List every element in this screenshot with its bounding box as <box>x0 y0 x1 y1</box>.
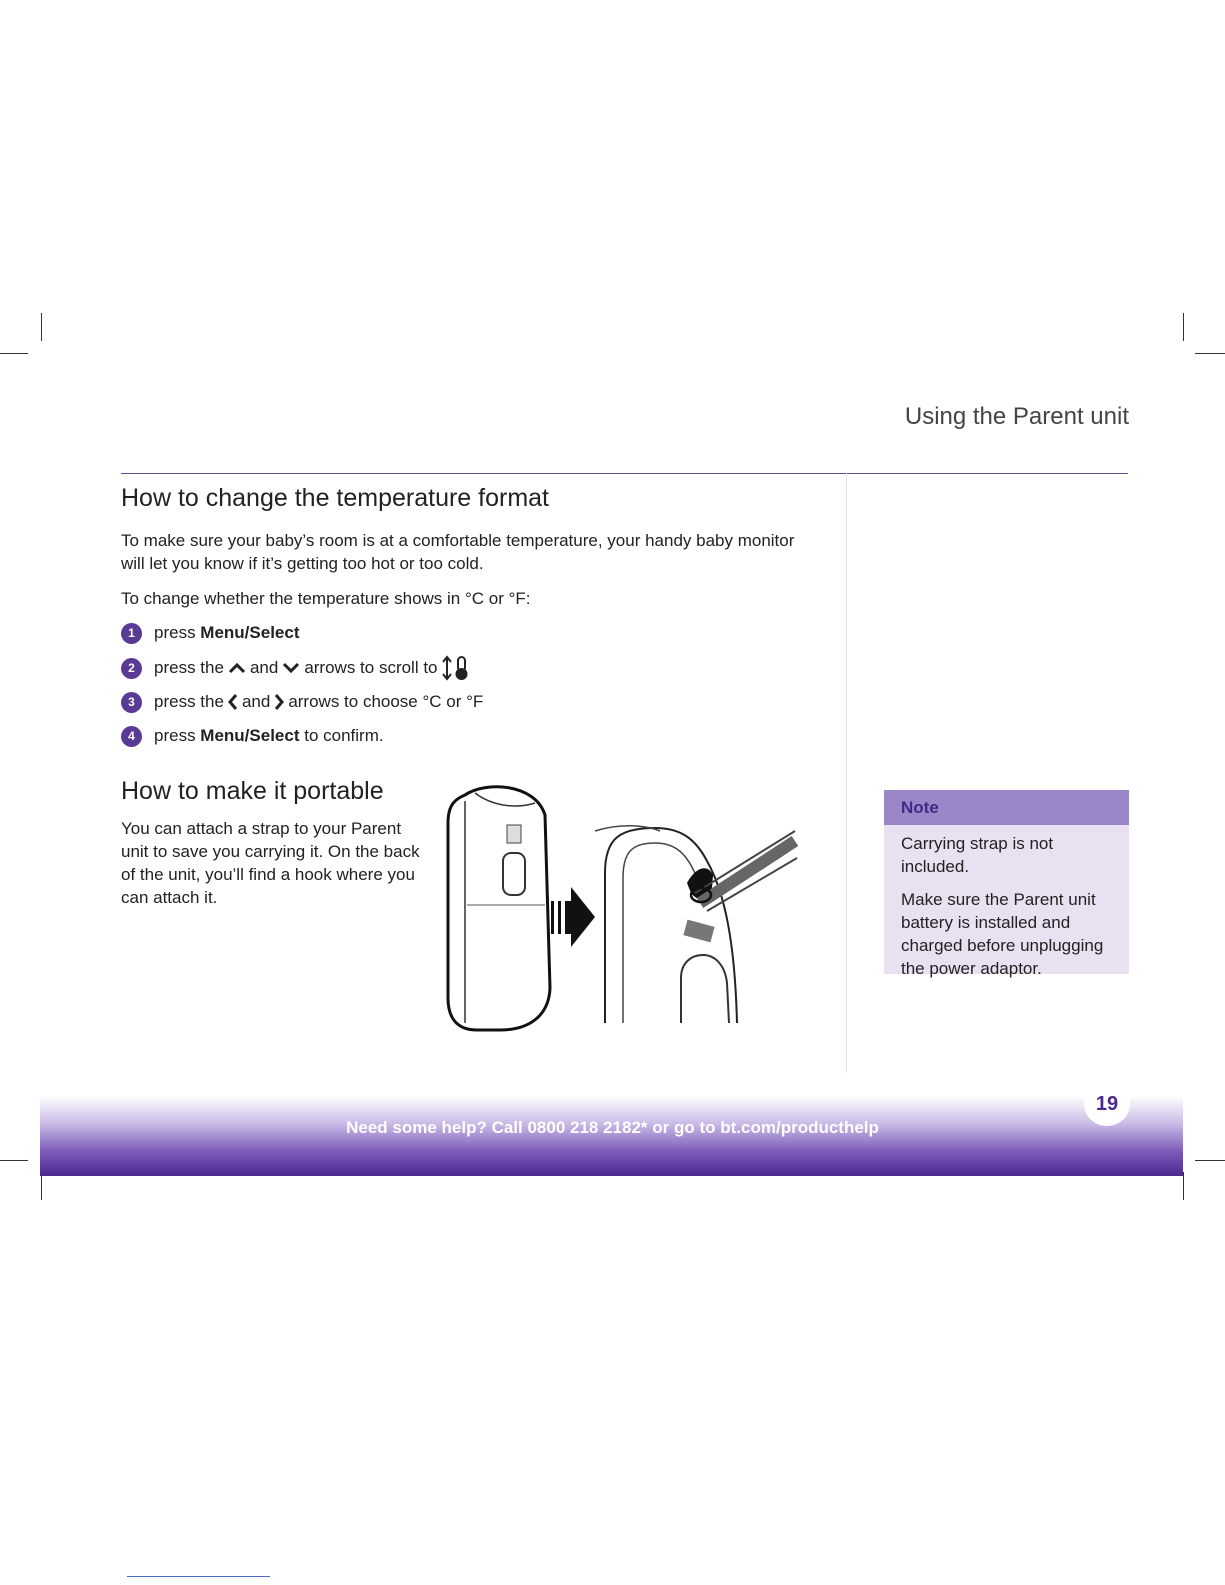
note-line: Carrying strap is not included. <box>901 834 1054 876</box>
chevron-right-icon <box>273 693 285 711</box>
step-number: 3 <box>121 692 142 713</box>
crop-mark <box>41 313 42 341</box>
column-divider <box>846 473 847 1073</box>
crop-mark <box>1183 313 1184 341</box>
step-number: 2 <box>121 658 142 679</box>
bottom-underline <box>127 1576 270 1577</box>
temperature-heading: How to change the temperature format <box>121 484 550 512</box>
step-2 <box>121 656 474 680</box>
crop-mark <box>0 1160 28 1161</box>
step-4 <box>121 724 384 748</box>
temperature-format-icon <box>441 655 471 681</box>
step-text: press <box>154 623 201 642</box>
note-line: Make sure the Parent unit battery is installed and charged before unplugging the power adaptor. <box>901 890 1104 978</box>
crop-mark <box>41 1172 42 1200</box>
step-3 <box>121 690 483 714</box>
portable-body: You can attach a strap to your Parent unit to save you carrying it. On the back of the unit, you’ll find a hook where you can attach it. <box>121 819 420 907</box>
step-text: press the <box>154 658 224 677</box>
strap-attachment-illustration <box>445 783 805 1038</box>
note-title: Note <box>884 790 1129 825</box>
crop-mark <box>0 353 28 354</box>
crop-mark <box>1195 1160 1225 1161</box>
step-key-label: Menu/Select <box>200 623 300 642</box>
chevron-left-icon <box>227 693 239 711</box>
chevron-up-icon <box>227 661 247 675</box>
chevron-down-icon <box>281 661 301 675</box>
step-text: press the <box>154 692 224 711</box>
step-text: to confirm. <box>299 726 384 745</box>
portable-heading: How to make it portable <box>121 777 384 805</box>
section-divider <box>121 473 1128 474</box>
crop-mark <box>1195 353 1225 354</box>
section-title: Using the Parent unit <box>904 403 1129 430</box>
footer-help-text: Need some help? Call 0800 218 2182* or go to bt.com/producthelp <box>346 1118 879 1137</box>
temperature-lead: To change whether the temperature shows in °C or °F: <box>121 589 531 608</box>
temperature-intro: To make sure your baby’s room is at a comfortable temperature, your handy baby monitor will let you know if it’s getting too hot or too cold. <box>121 531 795 573</box>
page-number: 19 <box>1084 1082 1130 1126</box>
step-number: 4 <box>121 726 142 747</box>
step-text: press <box>154 726 201 745</box>
step-text: arrows to choose °C or °F <box>288 692 484 711</box>
step-text: arrows to scroll to <box>304 658 438 677</box>
step-text: and <box>249 658 279 677</box>
crop-mark <box>1183 1172 1184 1200</box>
step-1 <box>121 621 300 645</box>
step-number: 1 <box>121 623 142 644</box>
step-key-label: Menu/Select <box>200 726 300 745</box>
note-box <box>884 790 1129 978</box>
step-text: and <box>241 692 271 711</box>
